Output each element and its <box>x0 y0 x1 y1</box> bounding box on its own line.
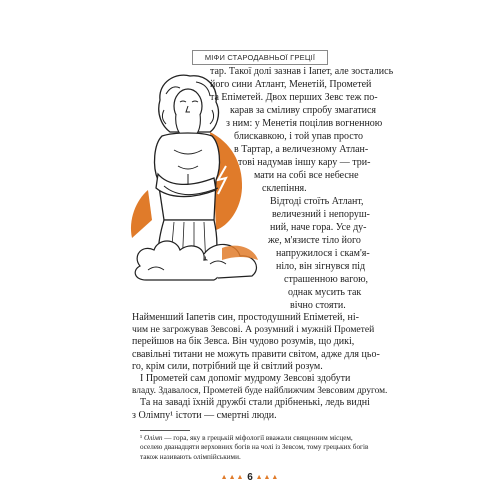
body-line: тар. Такої долі зазнав і Іапет, але зостались <box>210 66 394 77</box>
body-line: ніло, він зігнувся під <box>276 261 366 272</box>
page-number-block <box>0 472 500 483</box>
body-line: же, м'язисте тіло його <box>268 235 361 246</box>
body-line: Найменший Іапетів син, простодушний Епіметей, ні- <box>132 312 359 323</box>
body-line: карав за сміливу спробу змагатися <box>230 105 377 116</box>
page-number: 6 <box>247 472 253 484</box>
footnote-line: оселею дванадцяти верховних богів на чолі із Зевсом, тому грецьких богів <box>140 443 369 452</box>
body-line: вічно стояти. <box>290 300 346 311</box>
body-line: Відтоді стоїть Атлант, <box>270 196 364 207</box>
body-line: його сини Атлант, Менетій, Прометей <box>210 79 372 90</box>
body-line: склепіння. <box>262 183 307 194</box>
body-line: страшенною вагою, <box>284 274 369 285</box>
body-line: та Епіметей. Двох перших Зевс теж по- <box>210 92 378 103</box>
body-line: свавільні титани не можуть правити світом, адже для цьо- <box>132 348 380 360</box>
body-line: І Прометей сам допоміг мудрому Зевсові здобути <box>140 373 351 384</box>
ornament-left: ▲▲▲ <box>220 474 245 482</box>
body-line: в Тартар, а величезному Атлан- <box>234 144 369 155</box>
body-line: владу. Здавалося, Прометей буде найближчим Зевсовим другом. <box>132 386 388 397</box>
footnote-line: ¹ Олімп — гора, яку в грецькій міфології вважали священним місцем, <box>140 433 353 442</box>
footnote-line: також називають олімпійськими. <box>140 452 241 461</box>
body-line: з ним: у Менетія поцілив вогненною <box>226 118 383 129</box>
body-line: тові надумав іншу кару — три- <box>238 157 371 168</box>
body-line: величезний і непоруш- <box>272 209 370 220</box>
body-line: го, крім сили, потрібний ще й світлий розум. <box>132 360 323 372</box>
body-line: з Олімпу¹ істоти — смертні люди. <box>132 409 277 421</box>
body-line: чим не загрожував Зевсові. А розумний і мужній Прометей <box>132 324 375 336</box>
body-line: однак мусить так <box>288 287 362 298</box>
body-line: мати на собі все небесне <box>254 170 359 181</box>
body-line: напружилося і скам'я- <box>276 248 370 259</box>
body-line: ний, наче гора. Усе ду- <box>270 222 367 233</box>
body-line: блискавкою, і той упав просто <box>234 131 363 142</box>
running-header: МІФИ СТАРОДАВНЬОЇ ГРЕЦІЇ <box>192 50 328 65</box>
ornament-right: ▲▲▲ <box>255 474 280 482</box>
body-line: Та на заваді їхній дружбі стали дрібненькі, ледь видні <box>140 397 370 409</box>
footnote-rule <box>140 430 190 431</box>
body-line: перейшов на бік Зевса. Він чудово розумів, що дикі, <box>132 336 355 348</box>
